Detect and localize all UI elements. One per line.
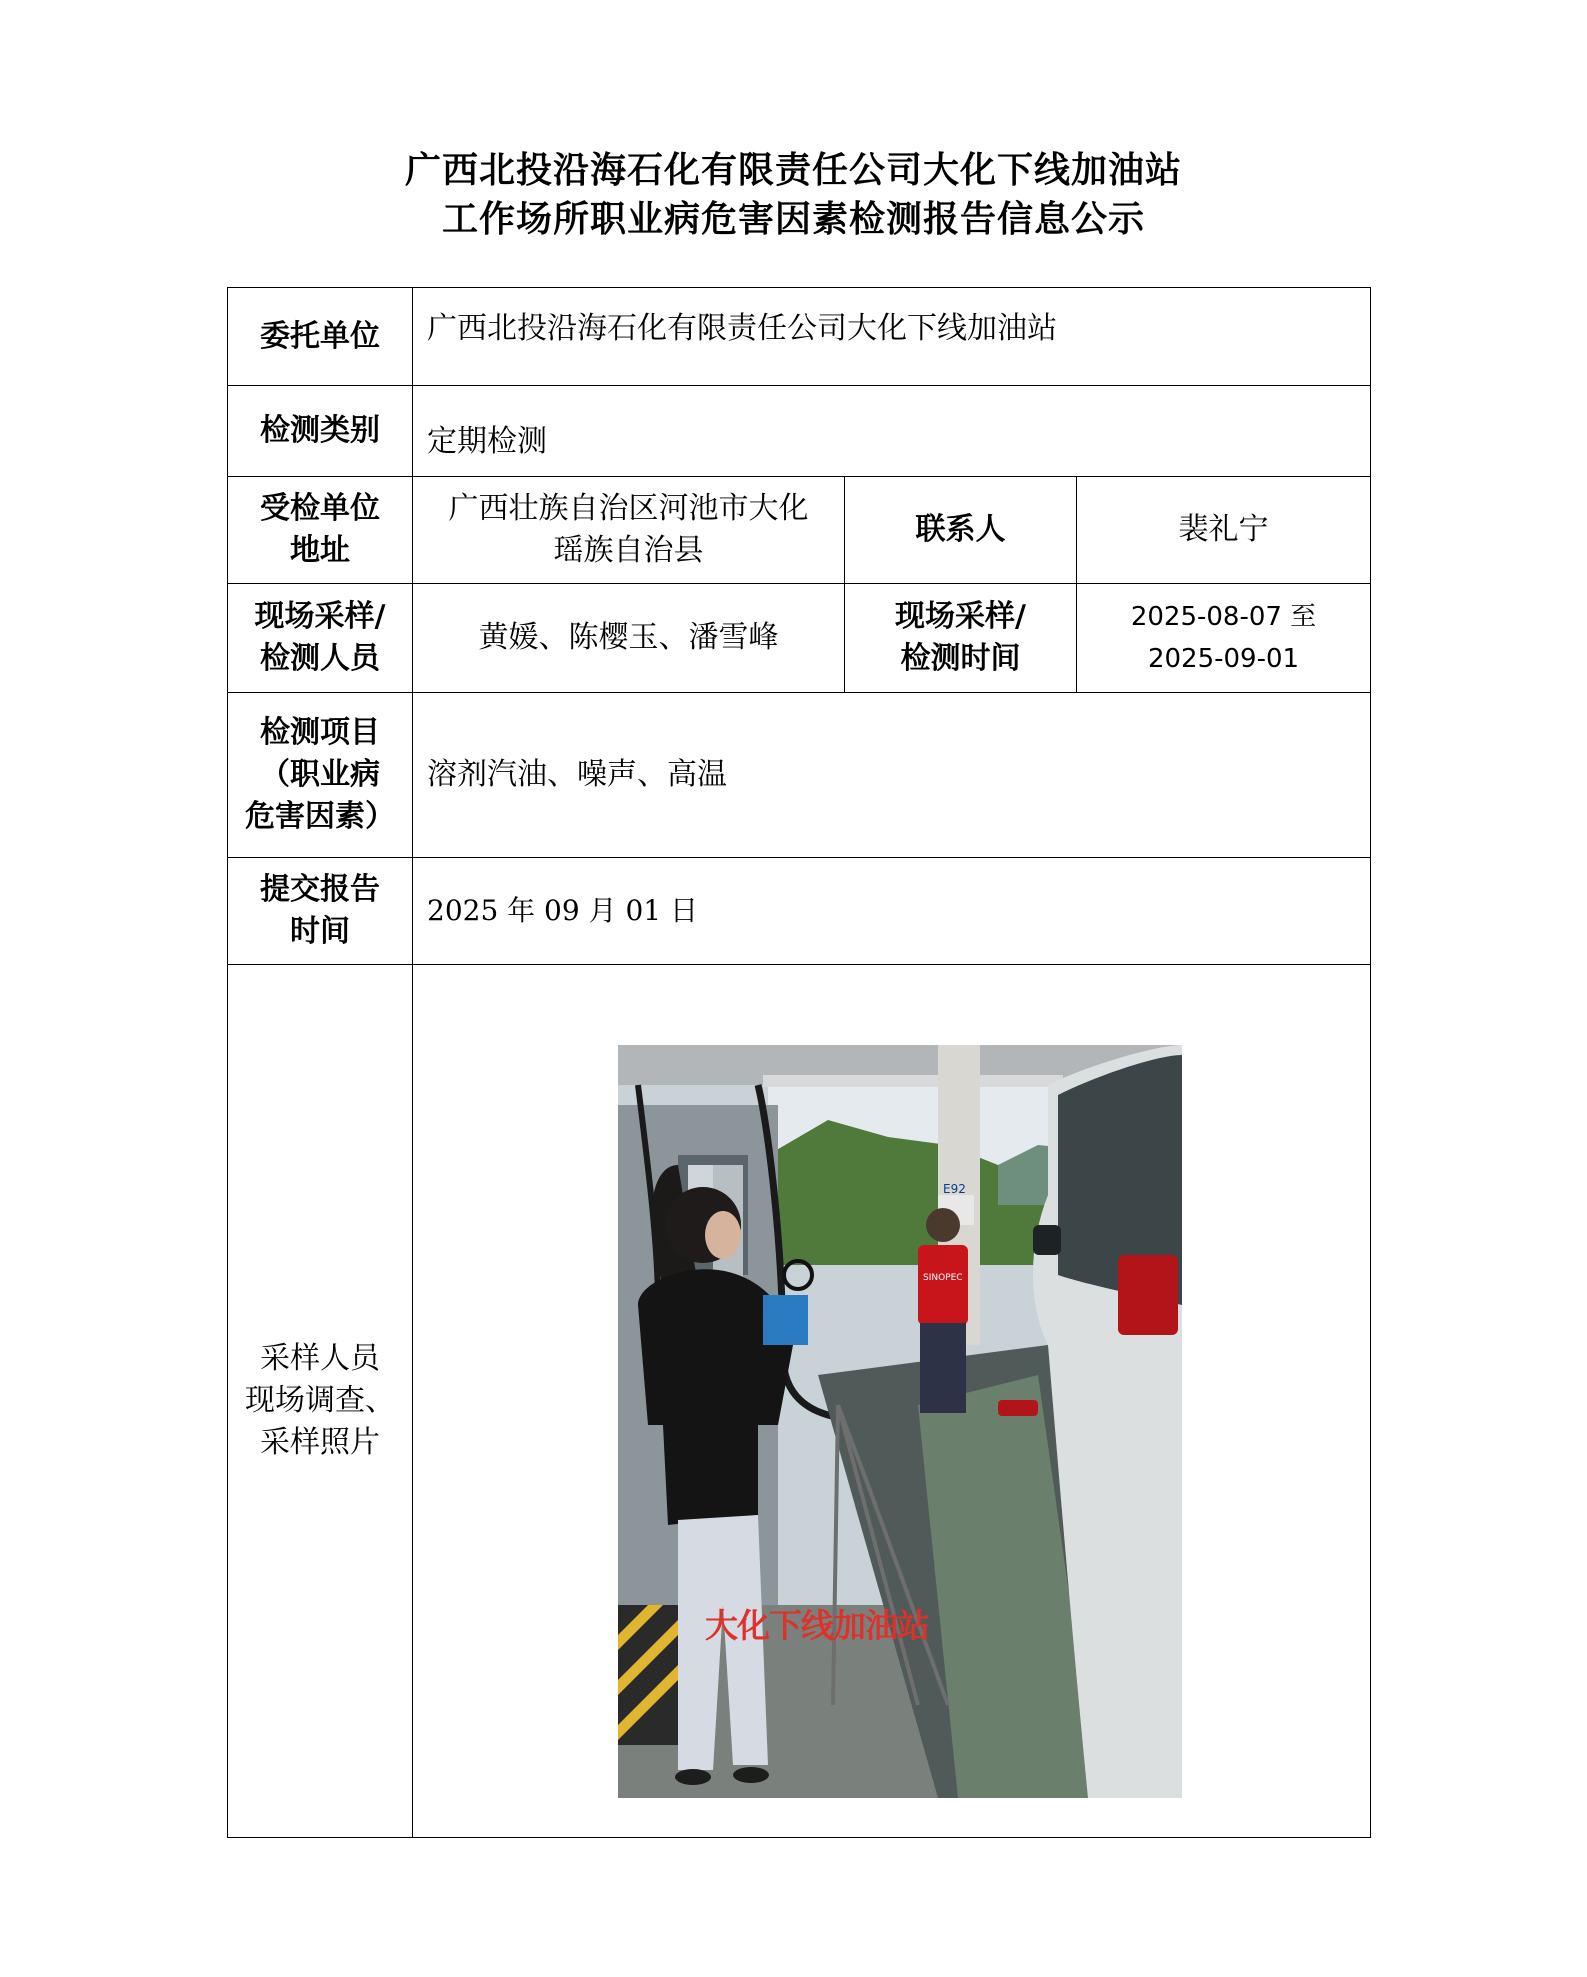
- photo-watermark: 大化下线加油站: [705, 1606, 929, 1645]
- items-label-line1: 检测项目: [260, 715, 380, 750]
- time-value: [1077, 584, 1371, 693]
- title-line-1: 广西北投沿海石化有限责任公司大化下线加油站: [404, 149, 1182, 191]
- info-table: [227, 287, 1371, 1838]
- address-label: [228, 477, 413, 584]
- photos-label-line3: 采样照片: [260, 1425, 380, 1460]
- time-label-line2: 检测时间: [900, 641, 1021, 676]
- photos-label-line1: 采样人员: [260, 1341, 380, 1376]
- staff-label: [228, 584, 413, 693]
- time-label-line1: 现场采样/: [895, 599, 1026, 634]
- client-value: 广西北投沿海石化有限责任公司大化下线加油站: [413, 288, 1371, 386]
- time-value-line2: 2025-09-01: [1147, 644, 1300, 674]
- photos-label-line2: 现场调查、: [245, 1383, 395, 1418]
- report-date-label: [228, 858, 413, 965]
- uniform-text: SINOPEC: [923, 1273, 963, 1283]
- category-label: 检测类别: [228, 386, 413, 477]
- sampling-photo: [618, 1045, 1182, 1798]
- address-value-line1: 广西壮族自治区河池市大化: [448, 491, 809, 526]
- address-value: [413, 477, 845, 584]
- row-client: [228, 288, 1371, 386]
- row-photos: [228, 965, 1371, 1838]
- row-report-date: [228, 858, 1371, 965]
- staff-label-line2: 检测人员: [260, 641, 380, 676]
- photos-label: [228, 965, 413, 1838]
- contact-value: 裴礼宁: [1077, 477, 1371, 584]
- row-address: [228, 477, 1371, 584]
- category-value: 定期检测: [413, 386, 1371, 477]
- photo-cell: [413, 965, 1371, 1838]
- address-label-line2: 地址: [290, 533, 350, 568]
- client-label: 委托单位: [228, 288, 413, 386]
- row-items: [228, 693, 1371, 858]
- report-date-value: 2025 年 09 月 01 日: [413, 858, 1371, 965]
- items-label-line3: 危害因素）: [245, 799, 395, 834]
- title-line-2: 工作场所职业病危害因素检测报告信息公示: [441, 198, 1145, 240]
- photo-illustration: [618, 1045, 1182, 1798]
- contact-label: 联系人: [845, 477, 1077, 584]
- row-staff: [228, 584, 1371, 693]
- time-label: [845, 584, 1077, 693]
- address-label-line1: 受检单位: [260, 491, 380, 526]
- staff-value: 黄媛、陈樱玉、潘雪峰: [413, 584, 845, 693]
- report-date-label-line1: 提交报告: [260, 872, 380, 907]
- address-value-line2: 瑶族自治县: [553, 533, 704, 568]
- time-value-line1: 2025-08-07 至: [1130, 602, 1317, 632]
- items-label-line2: （职业病: [260, 757, 380, 792]
- staff-label-line1: 现场采样/: [254, 599, 386, 634]
- report-date-label-line2: 时间: [290, 914, 350, 949]
- items-label: [228, 693, 413, 858]
- items-value: 溶剂汽油、噪声、高温: [413, 693, 1371, 858]
- row-category: [228, 386, 1371, 477]
- pump-sign: E92: [943, 1182, 966, 1196]
